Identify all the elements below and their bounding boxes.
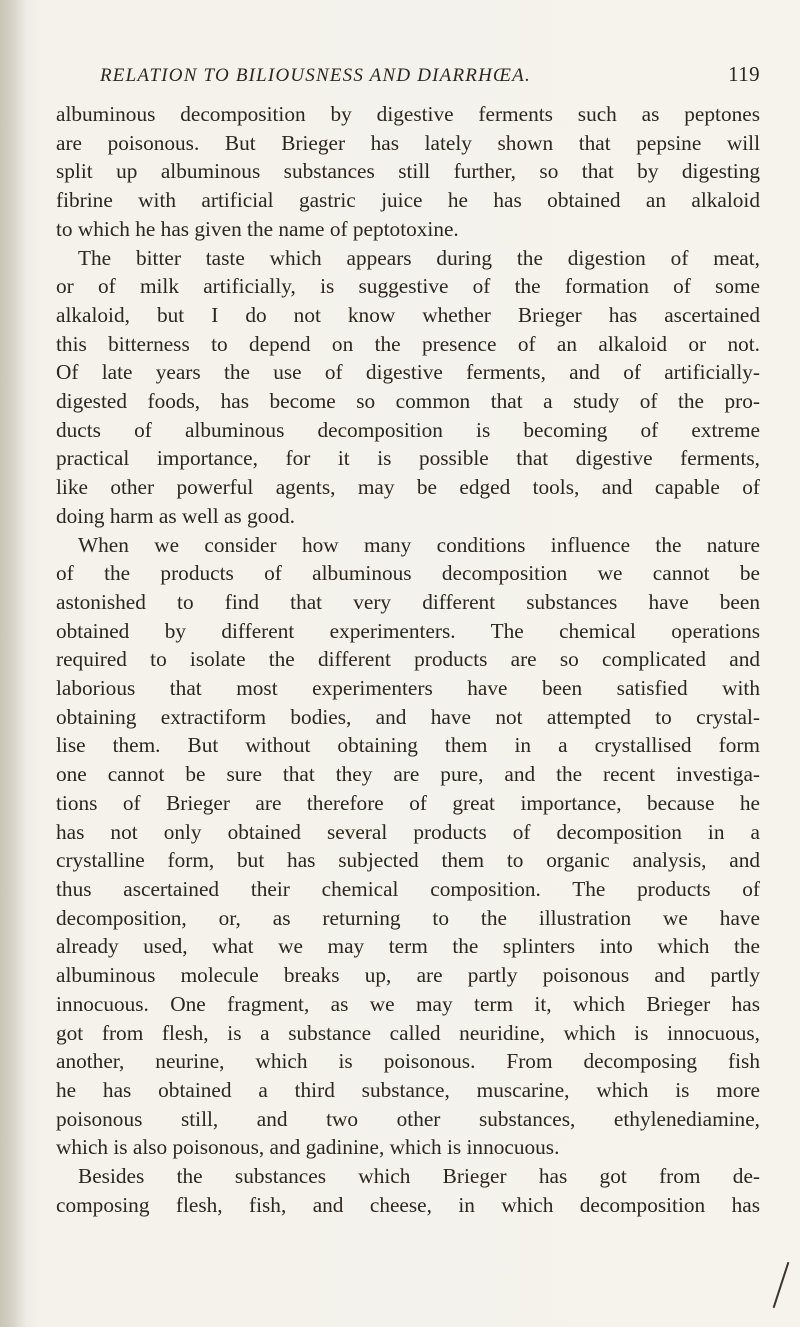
page-number: 119 <box>728 62 760 86</box>
text-line: has not only obtained several products of decomposition in a <box>56 819 760 844</box>
text-line: ducts of albuminous decomposition is becoming of extreme <box>56 417 760 442</box>
text-line: doing harm as well as good. <box>56 503 295 528</box>
text-line: this bitterness to depend on the presence of an alkaloid or not. <box>56 331 760 356</box>
text-line: crystalline form, but has subjected them to organic analysis, and <box>56 848 760 873</box>
text-line: Besides the substances which Brieger has got from de- <box>78 1164 760 1189</box>
running-header <box>100 62 760 87</box>
text-line: to which he has given the name of peptotoxine. <box>56 216 459 241</box>
text-line: another, neurine, which is poisonous. From decomposing fish <box>56 1049 760 1074</box>
text-line: lise them. But without obtaining them in a crystallised form <box>56 733 760 758</box>
text-line: laborious that most experimenters have been satisfied with <box>56 676 760 701</box>
text-line: fibrine with artificial gastric juice he has obtained an alkaloid <box>56 188 760 213</box>
text-line: required to isolate the different products are so complicated and <box>56 647 760 672</box>
binding-gutter-shadow <box>0 0 26 1327</box>
text-line: of the products of albuminous decomposition we cannot be <box>56 561 760 586</box>
text-line: he has obtained a third substance, muscarine, which is more <box>56 1077 760 1102</box>
text-line: composing flesh, fish, and cheese, in which decomposition has <box>56 1192 760 1217</box>
running-title: RELATION TO BILIOUSNESS AND DIARRHŒA. <box>100 65 531 86</box>
text-line: already used, what we may term the splinters into which the <box>56 934 760 959</box>
text-line: which is also poisonous, and gadinine, which is innocuous. <box>56 1135 560 1160</box>
text-line: split up albuminous substances still further, so that by digesting <box>56 159 760 184</box>
text-line: thus ascertained their chemical composition. The products of <box>56 876 760 901</box>
text-line: The bitter taste which appears during the digestion of meat, <box>78 245 760 270</box>
text-line: or of milk artificially, is suggestive of the formation of some <box>56 274 760 299</box>
text-line: tions of Brieger are therefore of great importance, because he <box>56 790 760 815</box>
text-line: innocuous. One fragment, as we may term it, which Brieger has <box>56 991 760 1016</box>
text-line: albuminous decomposition by digestive ferments such as peptones <box>56 102 760 126</box>
pencil-mark <box>773 1262 790 1308</box>
text-line: got from flesh, is a substance called neuridine, which is innocuous, <box>56 1020 760 1045</box>
text-line: poisonous still, and two other substances, ethylenediamine, <box>56 1106 760 1131</box>
body-text <box>56 100 760 1219</box>
text-line: alkaloid, but I do not know whether Brieger has ascertained <box>56 302 760 327</box>
text-line: digested foods, has become so common that a study of the pro- <box>56 389 760 414</box>
text-line: Of late years the use of digestive ferments, and of artificially- <box>56 360 760 385</box>
text-line: one cannot be sure that they are pure, and the recent investiga- <box>56 762 760 787</box>
text-line: decomposition, or, as returning to the illustration we have <box>56 905 760 930</box>
text-line: are poisonous. But Brieger has lately shown that pepsine will <box>56 130 760 155</box>
text-line: like other powerful agents, may be edged tools, and capable of <box>56 475 760 500</box>
text-line: astonished to find that very different substances have been <box>56 589 760 614</box>
text-line: When we consider how many conditions influence the nature <box>78 532 760 557</box>
text-line: practical importance, for it is possible that digestive ferments, <box>56 446 760 471</box>
text-line: obtaining extractiform bodies, and have not attempted to crystal- <box>56 704 760 729</box>
text-line: obtained by different experimenters. The chemical operations <box>56 618 760 643</box>
text-line: albuminous molecule breaks up, are partly poisonous and partly <box>56 963 760 988</box>
